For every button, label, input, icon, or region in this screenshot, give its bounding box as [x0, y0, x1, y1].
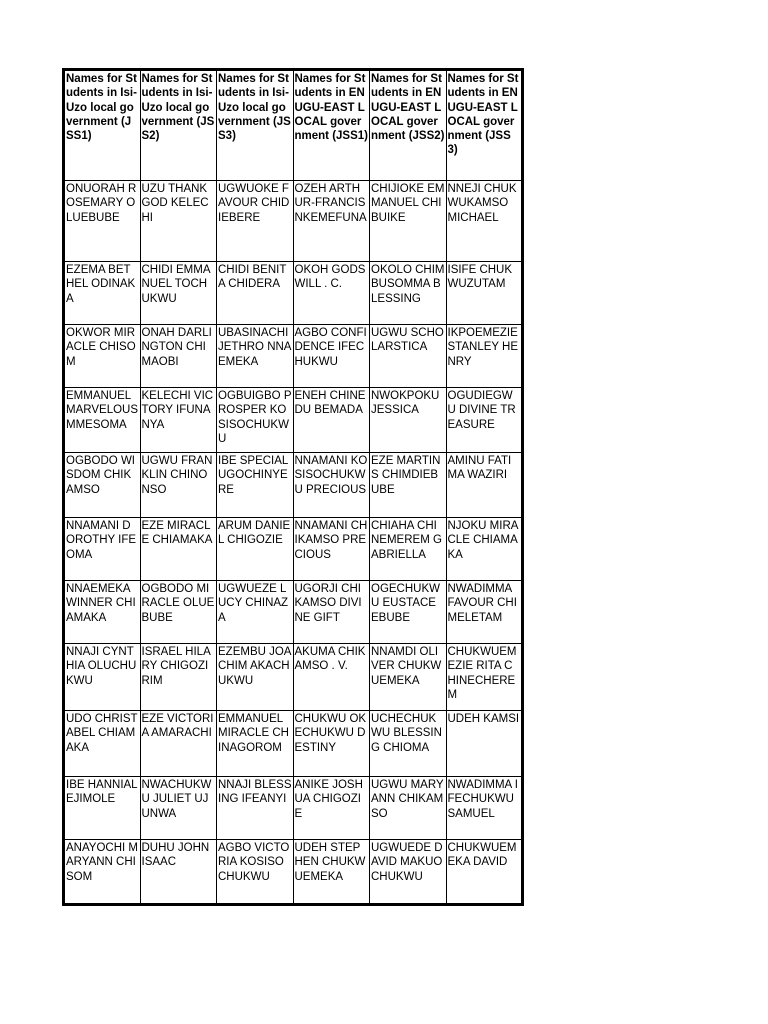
table-row [64, 262, 523, 325]
header-enugu-east-jss3: Names for Students in ENUGU-EAST LOCAL government (JSS3) [446, 70, 523, 181]
table-cell: OGBODO MIRACLE OLUEBUBE [140, 581, 217, 644]
table-cell: CHUKWU OKECHUKWU DESTINY [293, 711, 370, 777]
table-row [64, 840, 523, 905]
table-cell: IBE SPECIAL UGOCHINYERE [217, 453, 294, 518]
table-row [64, 181, 523, 262]
table-cell: EZE MARTINS CHIMDIEBUBE [370, 453, 447, 518]
table-cell: UDEH KAMSI [446, 711, 523, 777]
table-cell: IKPOEMEZIE STANLEY HENRY [446, 325, 523, 388]
header-enugu-east-jss2: Names for Students in ENUGU-EAST LOCAL government (JSS2) [370, 70, 447, 181]
table-cell: NNAMDI OLIVER CHUKWUEMEKA [370, 644, 447, 711]
table-cell: NNAJI CYNTHIA OLUCHUKWU [64, 644, 141, 711]
table-cell: ISRAEL HILARY CHIGOZIRIM [140, 644, 217, 711]
table-cell: NNAEMEKA WINNER CHIAMAKA [64, 581, 141, 644]
table-row [64, 453, 523, 518]
table-row [64, 388, 523, 453]
table-cell: UZU THANK GOD KELECHI [140, 181, 217, 262]
table-cell: UGORJI CHIKAMSO DIVINE GIFT [293, 581, 370, 644]
table-cell: OGBUIGBO PROSPER KOSISOCHUKWU [217, 388, 294, 453]
table-cell: EZE VICTORIA AMARACHI [140, 711, 217, 777]
table-row [64, 777, 523, 840]
table-cell: OGECHUKWU EUSTACE EBUBE [370, 581, 447, 644]
table-cell: OKWOR MIRACLE CHISOM [64, 325, 141, 388]
table-cell: UGWUEDE DAVID MAKUOCHUKWU [370, 840, 447, 905]
table-cell: CHUKWUEMEZIE RITA CHINECHEREM [446, 644, 523, 711]
header-isi-uzo-jss1: Names for Students in Isi-Uzo local government (JSS1) [64, 70, 141, 181]
table-cell: EMMANUEL MIRACLE CHINAGOROM [217, 711, 294, 777]
table-cell: CHIAHA CHINEMEREM GABRIELLA [370, 518, 447, 581]
table-cell: OGBODO WISDOM CHIKAMSO [64, 453, 141, 518]
table-cell: EZE MIRACLE CHIAMAKA [140, 518, 217, 581]
table-cell: AKUMA CHIKAMSO . V. [293, 644, 370, 711]
table-cell: UGWUOKE FAVOUR CHIDIEBERE [217, 181, 294, 262]
table-cell: UBASINACHI JETHRO NNAEMEKA [217, 325, 294, 388]
table-cell: DUHU JOHN ISAAC [140, 840, 217, 905]
table-cell: OKOLO CHIMBUSOMMA BLESSING [370, 262, 447, 325]
table-cell: CHUKWUEMEKA DAVID [446, 840, 523, 905]
table-cell: ISIFE CHUKWUZUTAM [446, 262, 523, 325]
table-cell: EZEMA BETHEL ODINAKA [64, 262, 141, 325]
table-cell: UDO CHRISTABEL CHIAMAKA [64, 711, 141, 777]
table-cell: NNEJI CHUKWUKAMSO MICHAEL [446, 181, 523, 262]
table-cell: NWACHUKWU JULIET UJUNWA [140, 777, 217, 840]
header-isi-uzo-jss3: Names for Students in Isi-Uzo local government (JSS3) [217, 70, 294, 181]
table-row [64, 581, 523, 644]
table-cell: NNAMANI CHIKAMSO PRECIOUS [293, 518, 370, 581]
table-cell: CHIJIOKE EMMANUEL CHIBUIKE [370, 181, 447, 262]
table-cell: ANAYOCHI MARYANN CHISOM [64, 840, 141, 905]
table-header-row [64, 70, 523, 181]
table-cell: IBE HANNIAL EJIMOLE [64, 777, 141, 840]
table-row [64, 325, 523, 388]
table-cell: OKOH GODSWILL . C. [293, 262, 370, 325]
header-isi-uzo-jss2: Names for Students in Isi-Uzo local government (JSS2) [140, 70, 217, 181]
table-cell: AGBO CONFIDENCE IFECHUKWU [293, 325, 370, 388]
table-cell: NWADIMMA FAVOUR CHIMELETAM [446, 581, 523, 644]
table-cell: UGWU FRANKLIN CHINONSO [140, 453, 217, 518]
table-cell: NWOKPOKU JESSICA [370, 388, 447, 453]
student-names-table [62, 68, 524, 906]
table-cell: CHIDI EMMANUEL TOCHUKWU [140, 262, 217, 325]
table-cell: NNAMANI DOROTHY IFEOMA [64, 518, 141, 581]
table-cell: ONAH DARLINGTON CHIMAOBI [140, 325, 217, 388]
table-row [64, 711, 523, 777]
table-cell: ONUORAH ROSEMARY OLUEBUBE [64, 181, 141, 262]
table-cell: AGBO VICTORIA KOSISOCHUKWU [217, 840, 294, 905]
table-cell: UGWUEZE LUCY CHINAZA [217, 581, 294, 644]
table-cell: OZEH ARTHUR-FRANCIS NKEMEFUNA [293, 181, 370, 262]
table-cell: KELECHI VICTORY IFUNANYA [140, 388, 217, 453]
table-cell: NJOKU MIRACLE CHIAMAKA [446, 518, 523, 581]
table-cell: NWADIMMA IFECHUKWU SAMUEL [446, 777, 523, 840]
table-cell: ANIKE JOSHUA CHIGOZIE [293, 777, 370, 840]
table-cell: EMMANUEL MARVELOUS MMESOMA [64, 388, 141, 453]
table-cell: UGWU MARYANN CHIKAMSO [370, 777, 447, 840]
table-cell: UDEH STEPHEN CHUKWUEMEKA [293, 840, 370, 905]
header-enugu-east-jss1: Names for Students in ENUGU-EAST LOCAL government (JSS1) [293, 70, 370, 181]
table-cell: EZEMBU JOACHIM AKACHUKWU [217, 644, 294, 711]
table-cell: CHIDI BENITA CHIDERA [217, 262, 294, 325]
table-cell: UGWU SCHOLARSTICA [370, 325, 447, 388]
table-row [64, 644, 523, 711]
table-row [64, 518, 523, 581]
table-body [64, 181, 523, 905]
table-cell: ENEH CHINEDU BEMADA [293, 388, 370, 453]
table-cell: UCHECHUKWU BLESSING CHIOMA [370, 711, 447, 777]
table-cell: NNAMANI KOSISOCHUKWU PRECIOUS [293, 453, 370, 518]
table-cell: AMINU FATIMA WAZIRI [446, 453, 523, 518]
table-cell: NNAJI BLESSING IFEANYI [217, 777, 294, 840]
table-cell: ARUM DANIEL CHIGOZIE [217, 518, 294, 581]
table-cell: OGUDIEGWU DIVINE TREASURE [446, 388, 523, 453]
